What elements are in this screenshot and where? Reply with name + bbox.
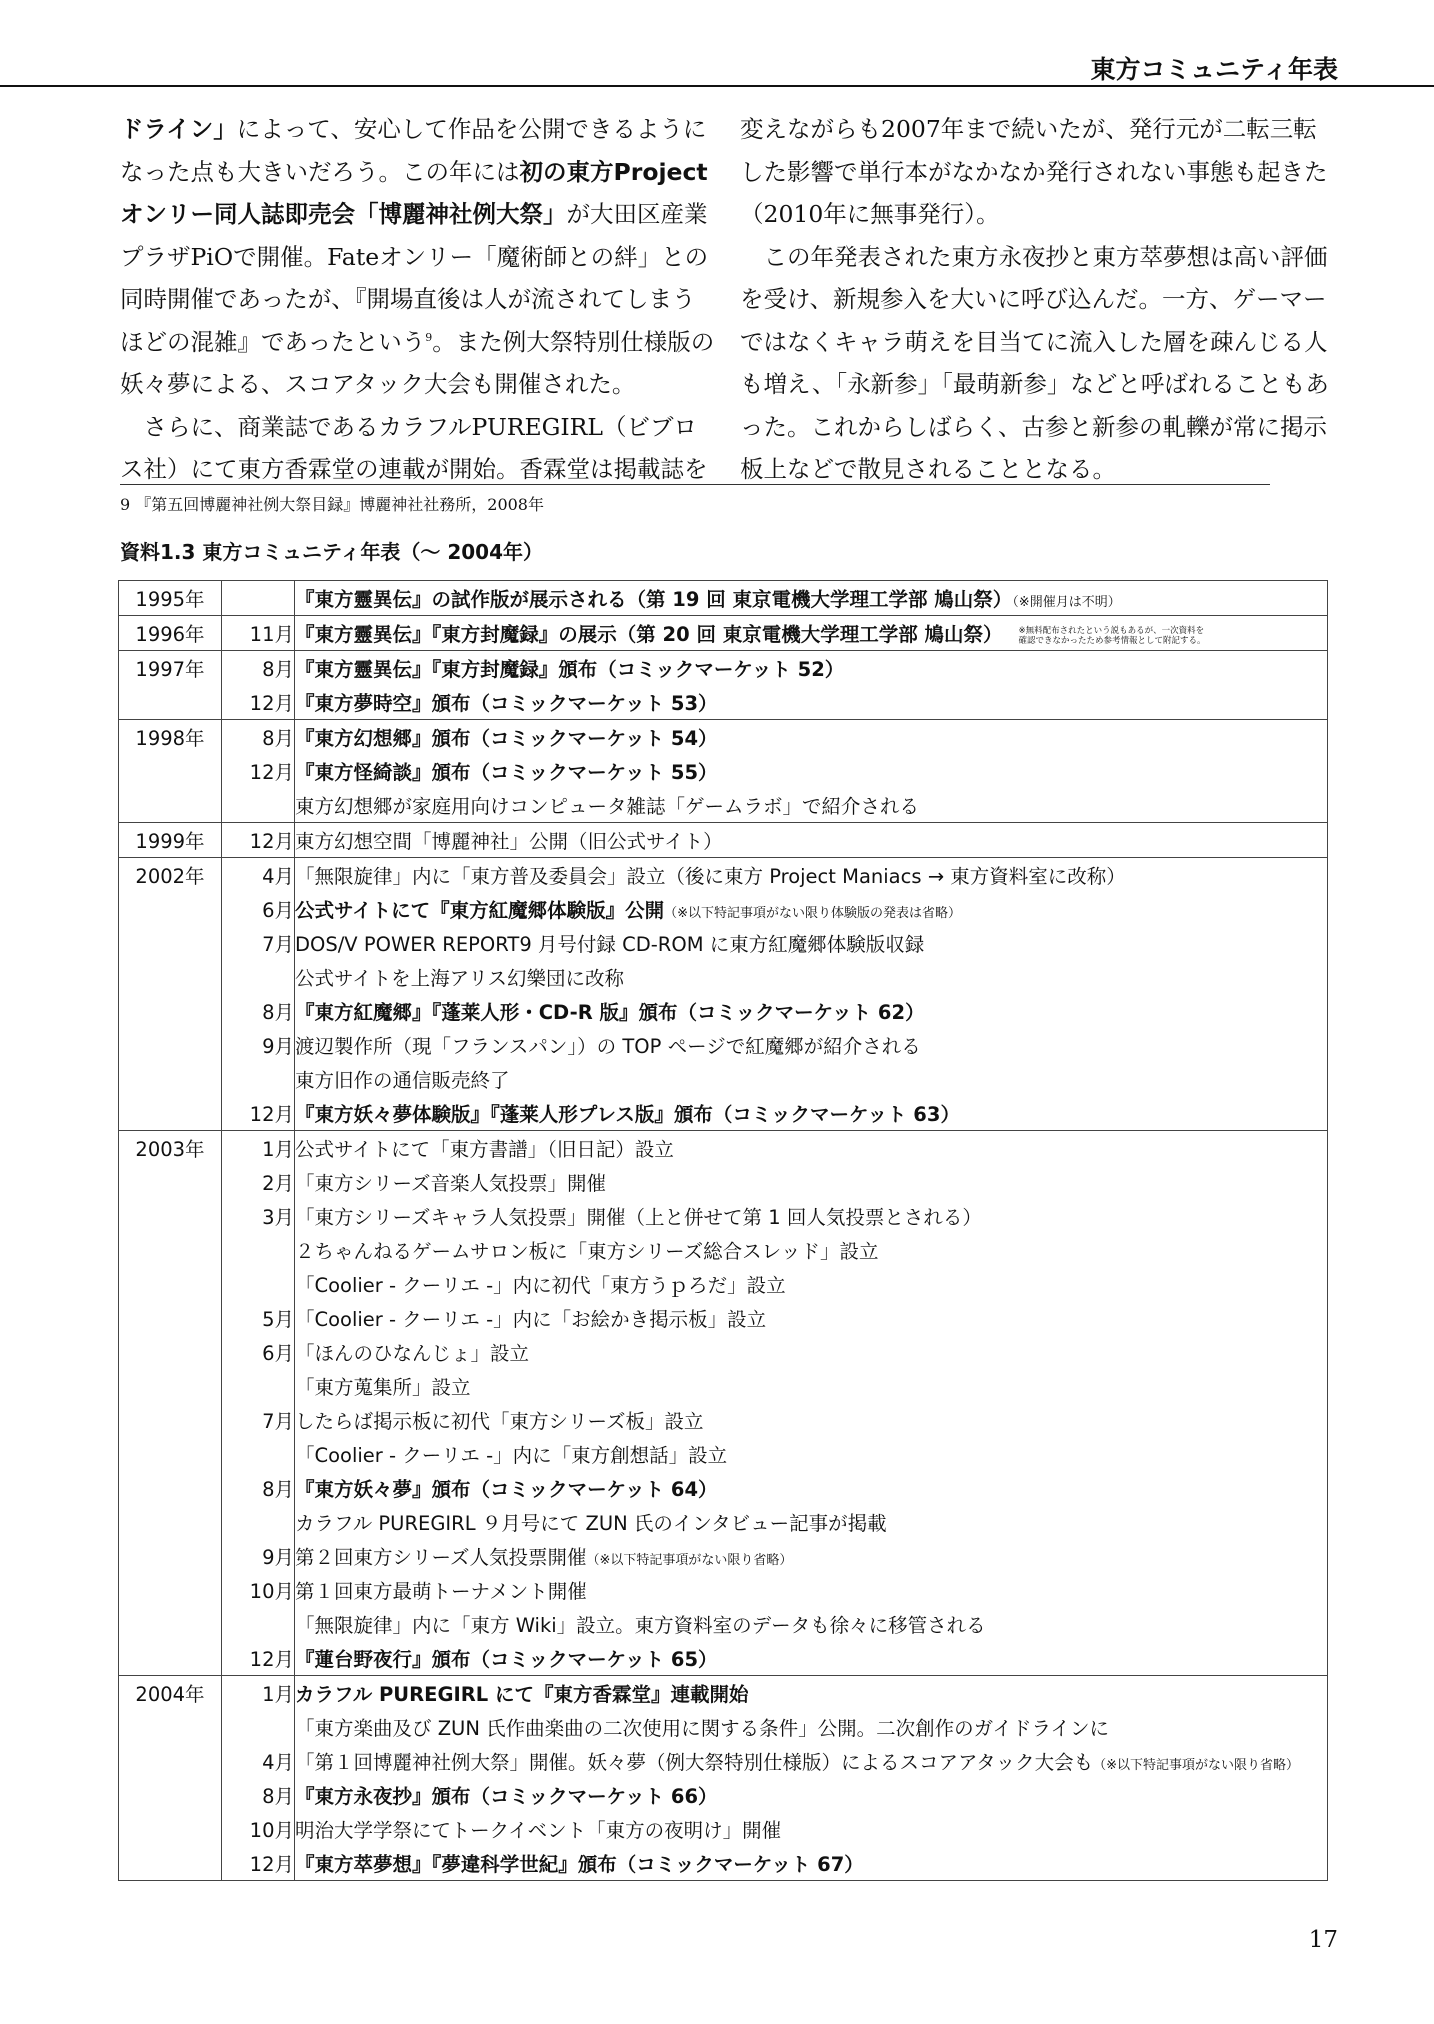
month-cell: 7月 — [222, 1403, 295, 1437]
event-cell — [295, 1539, 1328, 1573]
event-text: 「東方シリーズキャラ人気投票」開催（上と併せて第 1 回人気投票とされる） — [295, 1206, 982, 1229]
table-row — [119, 1096, 1328, 1131]
table-row — [119, 720, 1328, 755]
table-row — [119, 1335, 1328, 1369]
paragraph — [120, 406, 718, 491]
table-row — [119, 960, 1328, 994]
event-text: 「ほんのひなんじょ」設立 — [295, 1342, 530, 1365]
event-text: 東方旧作の通信販売終了 — [295, 1069, 510, 1092]
year-cell — [119, 1812, 222, 1846]
event-cell — [295, 1062, 1328, 1096]
month-cell — [222, 1369, 295, 1403]
event-text: したらば掲示板に初代「東方シリーズ板」設立 — [295, 1410, 704, 1433]
year-cell — [119, 1301, 222, 1335]
month-cell: 11月 — [222, 616, 295, 651]
small-note-line: 確認できなかったため参考情報として附記する。 — [1018, 635, 1206, 646]
year-cell: 1995年 — [119, 581, 222, 616]
table-row — [119, 651, 1328, 686]
month-cell — [222, 788, 295, 823]
month-cell: 6月 — [222, 892, 295, 926]
event-text: 『東方妖々夢』頒布（コミックマーケット 64） — [295, 1478, 718, 1501]
month-cell: 10月 — [222, 1812, 295, 1846]
event-cell — [295, 581, 1328, 616]
event-text: 公式サイトを上海アリス幻樂団に改称 — [295, 967, 624, 990]
event-cell — [295, 1710, 1328, 1744]
event-text: 明治大学学祭にてトークイベント「東方の夜明け」開催 — [295, 1819, 782, 1842]
small-note-line: ※無料配布されたという説もあるが、一次資料を — [1018, 625, 1205, 636]
month-cell — [222, 1607, 295, 1641]
year-cell — [119, 1641, 222, 1676]
event-cell — [295, 754, 1328, 788]
footnote: 9 『第五回博麗神社例大祭目録』博麗神社社務所，2008年 — [120, 495, 544, 514]
text-run: 変えながらも2007年まで続いたが、発行元が二転三転した影響で単行本がなかなか発行されない事態も起きた（2010年に無事発行）。 — [740, 115, 1328, 228]
table-row — [119, 858, 1328, 893]
event-note: （※以下特記事項がない限り省略） — [586, 1553, 793, 1568]
month-cell — [222, 1267, 295, 1301]
paragraph — [740, 236, 1338, 491]
table-row — [119, 1131, 1328, 1166]
year-cell — [119, 1369, 222, 1403]
month-cell: 8月 — [222, 651, 295, 686]
year-cell — [119, 754, 222, 788]
event-text: 「東方楽曲及び ZUN 氏作曲楽曲の二次使用に関する条件」公開。二次創作のガイドラインに — [295, 1717, 1109, 1740]
table-caption: 資料1.3 東方コミュニティ年表（～ 2004年） — [120, 540, 544, 564]
event-cell — [295, 960, 1328, 994]
running-header — [0, 0, 1434, 87]
event-text: 『東方幻想郷』頒布（コミックマーケット 54） — [295, 727, 718, 750]
year-cell — [119, 685, 222, 720]
month-cell: 9月 — [222, 1028, 295, 1062]
event-cell — [295, 1028, 1328, 1062]
month-cell — [222, 1505, 295, 1539]
paragraph — [120, 108, 718, 406]
event-text: 「無限旋律」内に「東方普及委員会」設立（後に東方 Project Maniacs → 東方資料室に改称） — [295, 865, 1126, 888]
table-row — [119, 754, 1328, 788]
year-cell — [119, 1028, 222, 1062]
event-note: （※以下特記事項がない限り体験版の発表は省略） — [664, 906, 962, 921]
month-cell — [222, 581, 295, 616]
month-cell: 4月 — [222, 858, 295, 893]
event-cell — [295, 858, 1328, 893]
table-row — [119, 1267, 1328, 1301]
event-text: 「Coolier - クーリエ -」内に「東方創想話」設立 — [295, 1444, 728, 1467]
month-cell: 7月 — [222, 926, 295, 960]
year-cell: 1997年 — [119, 651, 222, 686]
year-cell — [119, 1505, 222, 1539]
event-cell — [295, 1165, 1328, 1199]
table-row — [119, 788, 1328, 823]
table-row — [119, 581, 1328, 616]
year-cell — [119, 960, 222, 994]
paragraph — [740, 108, 1338, 236]
table-row — [119, 1573, 1328, 1607]
event-text: 公式サイトにて『東方紅魔郷体験版』公開 — [295, 899, 665, 922]
table-row — [119, 1505, 1328, 1539]
year-cell: 1998年 — [119, 720, 222, 755]
event-cell — [295, 1267, 1328, 1301]
month-cell: 12月 — [222, 1846, 295, 1881]
event-text: 「東方蒐集所」設立 — [295, 1376, 471, 1399]
year-cell — [119, 1233, 222, 1267]
month-cell — [222, 1437, 295, 1471]
year-cell — [119, 1744, 222, 1778]
event-text: 『東方妖々夢体験版』『蓬莱人形プレス版』頒布（コミックマーケット 63） — [295, 1103, 960, 1126]
event-cell — [295, 1199, 1328, 1233]
event-cell — [295, 1744, 1328, 1778]
event-note: （※開催月は不明） — [1012, 595, 1121, 610]
event-text: 『東方靈異伝』『東方封魔録』の展示（第 20 回 東京電機大学理工学部 鳩山祭） — [295, 623, 1003, 646]
table-row — [119, 1812, 1328, 1846]
table-row — [119, 1607, 1328, 1641]
table-row — [119, 1710, 1328, 1744]
month-cell — [222, 1233, 295, 1267]
table-row — [119, 1165, 1328, 1199]
table-row — [119, 1744, 1328, 1778]
event-cell — [295, 1233, 1328, 1267]
year-cell — [119, 1062, 222, 1096]
text-run: が大田区産業プラザPiOで開催。Fateオンリー「魔術師との絆」との同時開催であったが、『開場直後は人が流されてしまうほどの混雑』であったという — [120, 200, 709, 356]
month-cell: 8月 — [222, 1778, 295, 1812]
year-cell — [119, 1267, 222, 1301]
event-cell — [295, 1335, 1328, 1369]
event-text: カラフル PUREGIRL ９月号にて ZUN 氏のインタビュー記事が掲載 — [295, 1512, 887, 1535]
event-text: 渡辺製作所（現「フランスパン」）の TOP ページで紅魔郷が紹介される — [295, 1035, 921, 1058]
table-row — [119, 1369, 1328, 1403]
text-run: この年発表された東方永夜抄と東方萃夢想は高い評価を受け、新規参入を大いに呼び込んだ。一方、ゲーマーではなくキャラ萌えを目当てに流入した層を疎んじる人も増え、「永新参」「最萌新参」などと呼ばれることもあった。これからしばらく、古参と新参の軋轢が常に掲示板上などで散見されることとなる。 — [740, 242, 1329, 483]
table-row — [119, 823, 1328, 858]
year-cell — [119, 1607, 222, 1641]
year-cell — [119, 1710, 222, 1744]
table-row — [119, 1233, 1328, 1267]
year-cell — [119, 892, 222, 926]
year-cell — [119, 1846, 222, 1881]
event-cell — [295, 1096, 1328, 1131]
event-cell — [295, 1607, 1328, 1641]
emphasis-text: 初の東方Project オンリー同人誌即売会「博麗神社例大祭」 — [120, 157, 708, 228]
event-text: 「第１回博麗神社例大祭」開催。妖々夢（例大祭特別仕様版）によるスコアアタック大会も — [295, 1751, 1094, 1774]
table-row — [119, 926, 1328, 960]
month-cell: 1月 — [222, 1131, 295, 1166]
table-row — [119, 1301, 1328, 1335]
event-cell — [295, 1676, 1328, 1711]
year-cell: 1996年 — [119, 616, 222, 651]
event-cell — [295, 1369, 1328, 1403]
month-cell: 4月 — [222, 1744, 295, 1778]
table-row — [119, 616, 1328, 651]
month-cell: 8月 — [222, 994, 295, 1028]
table-row — [119, 1199, 1328, 1233]
event-cell — [295, 616, 1328, 651]
month-cell — [222, 1710, 295, 1744]
header-title: 東方コミュニティ年表 — [1090, 55, 1338, 84]
event-cell — [295, 1778, 1328, 1812]
event-text: 「Coolier - クーリエ -」内に初代「東方うｐろだ」設立 — [295, 1274, 786, 1297]
event-text: 『蓮台野夜行』頒布（コミックマーケット 65） — [295, 1648, 718, 1671]
text-run: によって、安心して作品を公開できるようになった点も大きいだろう。この年には — [120, 115, 707, 186]
month-cell: 8月 — [222, 1471, 295, 1505]
event-text: 『東方夢時空』頒布（コミックマーケット 53） — [295, 692, 718, 715]
year-cell — [119, 1335, 222, 1369]
month-cell: 12月 — [222, 754, 295, 788]
event-cell — [295, 823, 1328, 858]
page-number: 17 — [1308, 1927, 1338, 1953]
year-cell — [119, 1573, 222, 1607]
event-text: 『東方永夜抄』頒布（コミックマーケット 66） — [295, 1785, 718, 1808]
event-cell — [295, 651, 1328, 686]
year-cell — [119, 788, 222, 823]
year-cell: 2004年 — [119, 1676, 222, 1711]
event-text: 『東方靈異伝』『東方封魔録』頒布（コミックマーケット 52） — [295, 658, 845, 681]
emphasis-text: ドライン」 — [120, 115, 237, 143]
body-column-right — [740, 108, 1338, 491]
text-run: さらに、商業誌であるカラフルPUREGIRL（ビブロス社）にて東方香霖堂の連載が開始。香霖堂は掲載誌を — [120, 412, 708, 483]
year-cell: 2003年 — [119, 1131, 222, 1166]
table-row — [119, 994, 1328, 1028]
table-row — [119, 1437, 1328, 1471]
table-row — [119, 1028, 1328, 1062]
year-cell — [119, 1199, 222, 1233]
table-row — [119, 1846, 1328, 1881]
year-cell — [119, 1539, 222, 1573]
month-cell: 12月 — [222, 823, 295, 858]
year-cell — [119, 1165, 222, 1199]
month-cell — [222, 1062, 295, 1096]
table-row — [119, 892, 1328, 926]
year-cell — [119, 1437, 222, 1471]
month-cell: 3月 — [222, 1199, 295, 1233]
timeline-table — [118, 580, 1328, 1881]
event-text: 東方幻想郷が家庭用向けコンピュータ雑誌「ゲームラボ」で紹介される — [295, 795, 920, 818]
year-cell — [119, 1778, 222, 1812]
event-cell — [295, 1846, 1328, 1881]
table-row — [119, 1676, 1328, 1711]
event-text: 「無限旋律」内に「東方 Wiki」設立。東方資料室のデータも徐々に移管される — [295, 1614, 986, 1637]
text-run: 。また例大祭特別仕様版の妖々夢による、スコアタック大会も開催された。 — [120, 327, 715, 398]
event-text: DOS/V POWER REPORT9 月号付録 CD-ROM に東方紅魔郷体験版収録 — [295, 933, 925, 956]
month-cell: 9月 — [222, 1539, 295, 1573]
month-cell: 8月 — [222, 720, 295, 755]
event-note: （※以下特記事項がない限り省略） — [1093, 1758, 1300, 1773]
event-cell — [295, 685, 1328, 720]
year-cell — [119, 1471, 222, 1505]
event-cell — [295, 1403, 1328, 1437]
footnote-marker: 9 — [425, 330, 433, 344]
event-text: 第２回東方シリーズ人気投票開催 — [295, 1546, 587, 1569]
event-text: 『東方靈異伝』の試作版が展示される（第 19 回 東京電機大学理工学部 鳩山祭） — [295, 588, 1013, 611]
year-cell — [119, 994, 222, 1028]
event-text: 『東方萃夢想』『夢違科学世紀』頒布（コミックマーケット 67） — [295, 1853, 864, 1876]
event-text: カラフル PUREGIRL にて『東方香霖堂』連載開始 — [295, 1683, 749, 1706]
table-row — [119, 1062, 1328, 1096]
event-cell — [295, 1301, 1328, 1335]
event-cell — [295, 1812, 1328, 1846]
table-row — [119, 1471, 1328, 1505]
table-row — [119, 1778, 1328, 1812]
body-column-left — [120, 108, 718, 491]
year-cell — [119, 1403, 222, 1437]
month-cell: 12月 — [222, 1641, 295, 1676]
event-cell — [295, 1471, 1328, 1505]
year-cell: 1999年 — [119, 823, 222, 858]
event-text: 東方幻想空間「博麗神社」公開（旧公式サイト） — [295, 830, 723, 853]
event-cell — [295, 926, 1328, 960]
event-text: 公式サイトにて「東方書譜」（旧日記）設立 — [295, 1138, 674, 1161]
year-cell — [119, 1096, 222, 1131]
month-cell: 2月 — [222, 1165, 295, 1199]
month-cell: 10月 — [222, 1573, 295, 1607]
month-cell — [222, 960, 295, 994]
event-cell — [295, 1641, 1328, 1676]
month-cell: 1月 — [222, 1676, 295, 1711]
month-cell: 5月 — [222, 1301, 295, 1335]
month-cell: 12月 — [222, 685, 295, 720]
event-cell — [295, 788, 1328, 823]
event-text: 『東方怪綺談』頒布（コミックマーケット 55） — [295, 761, 718, 784]
event-text: 第１回東方最萌トーナメント開催 — [295, 1580, 587, 1603]
table-row — [119, 685, 1328, 720]
event-cell — [295, 1505, 1328, 1539]
event-text: 「Coolier - クーリエ -」内に「お絵かき掲示板」設立 — [295, 1308, 767, 1331]
event-cell — [295, 1573, 1328, 1607]
table-row — [119, 1403, 1328, 1437]
year-cell: 2002年 — [119, 858, 222, 893]
footnote-rule — [120, 484, 1270, 485]
year-cell — [119, 926, 222, 960]
event-text: ２ちゃんねるゲームサロン板に「東方シリーズ総合スレッド」設立 — [295, 1240, 879, 1263]
table-row — [119, 1539, 1328, 1573]
event-cell — [295, 1131, 1328, 1166]
event-cell — [295, 892, 1328, 926]
event-text: 『東方紅魔郷』『蓬莱人形・CD-R 版』頒布（コミックマーケット 62） — [295, 1001, 925, 1024]
event-small-note — [1019, 626, 1206, 646]
event-cell — [295, 994, 1328, 1028]
month-cell: 6月 — [222, 1335, 295, 1369]
table-row — [119, 1641, 1328, 1676]
month-cell: 12月 — [222, 1096, 295, 1131]
event-cell — [295, 720, 1328, 755]
event-text: 「東方シリーズ音楽人気投票」開催 — [295, 1172, 607, 1195]
event-cell — [295, 1437, 1328, 1471]
